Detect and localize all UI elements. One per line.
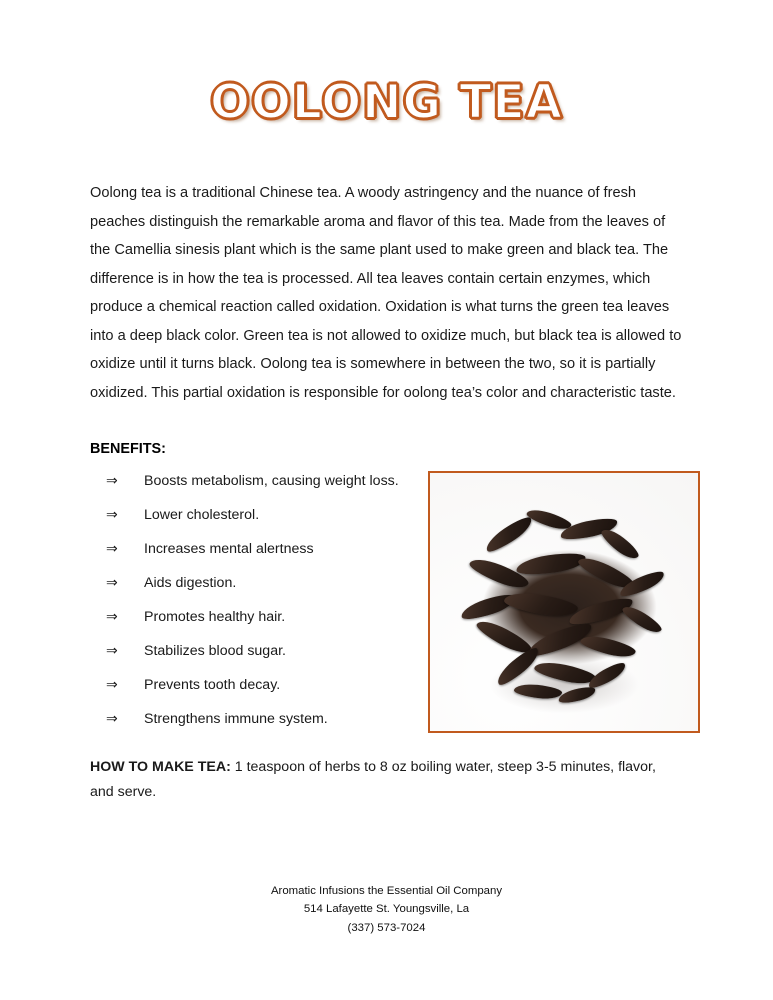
footer-phone: (337) 573-7024 [347, 921, 426, 934]
footer-company: Aromatic Infusions the Essential Oil Company [270, 885, 503, 897]
list-item [106, 607, 420, 626]
list-item-label: Prevents tooth decay. [144, 676, 281, 693]
list-item-label: Boosts metabolism, causing weight loss. [144, 472, 399, 489]
list-item-label: Aids digestion. [144, 574, 237, 591]
list-item [106, 539, 420, 558]
list-item [106, 675, 420, 694]
how-to-label: HOW TO MAKE TEA: [90, 759, 231, 775]
list-item-label: Lower cholesterol. [144, 506, 260, 523]
double-arrow-icon: ⇒ [106, 641, 118, 658]
list-item [106, 641, 420, 660]
list-item [106, 709, 420, 728]
benefits-and-image-row [90, 471, 683, 743]
footer-address: 514 Lafayette St. Youngsville, La [303, 903, 470, 916]
double-arrow-icon: ⇒ [106, 471, 118, 488]
footer [0, 882, 773, 937]
double-arrow-icon: ⇒ [106, 709, 118, 726]
list-item-label: Stabilizes blood sugar. [144, 642, 286, 659]
list-item [106, 573, 420, 592]
list-item [106, 471, 420, 490]
double-arrow-icon: ⇒ [106, 505, 118, 522]
double-arrow-icon: ⇒ [106, 675, 118, 692]
double-arrow-icon: ⇒ [106, 573, 118, 590]
how-to-text: 1 teaspoon of herbs to 8 oz boiling water, steep 3-5 minutes, flavor, and serve. [90, 759, 656, 800]
double-arrow-icon: ⇒ [106, 539, 118, 556]
list-item-label: Promotes healthy hair. [144, 608, 286, 625]
list-item [106, 505, 420, 524]
oolong-tea-leaves-photo [428, 471, 700, 733]
benefits-list [90, 471, 420, 743]
page-title: OOLONG TEA [210, 75, 563, 130]
how-to-make-tea [90, 755, 683, 805]
tea-leaves-illustration [430, 473, 698, 731]
list-item-label: Increases mental alertness [144, 540, 314, 557]
intro-paragraph: Oolong tea is a traditional Chinese tea. A woody astringency and the nuance of fresh peaches distinguish the remarkable aroma and flavor of this tea. Made from the leaves of the Camellia sinesis plant which is the same plant used to make green and black tea. The difference is in how the tea is processed. All tea leaves contain certain enzymes, which produce a chemical reaction called oxidation. Oxidation is what turns the green tea leaves into a deep black color. Green tea is not allowed to oxidize much, but black tea is allowed to oxidize until it turns black. Oolong tea is somewhere in between the two, so it is partially oxidized. This partial oxidation is responsible for oolong tea’s color and characteristic taste. [90, 185, 682, 401]
double-arrow-icon: ⇒ [106, 607, 118, 624]
list-item-label: Strengthens immune system. [144, 710, 328, 727]
benefits-heading: BENEFITS: [90, 440, 166, 457]
